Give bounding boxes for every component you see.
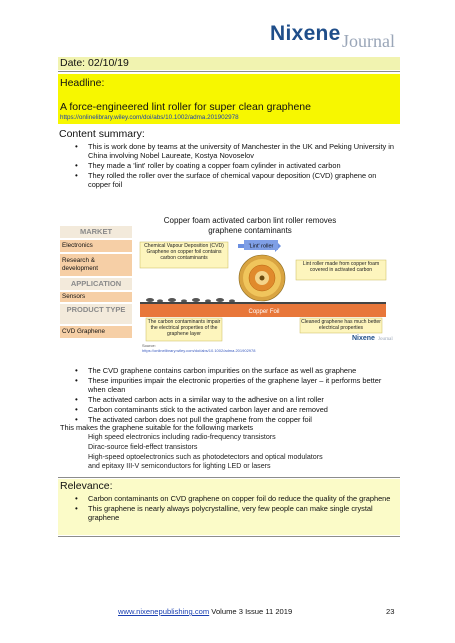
divider bbox=[58, 536, 400, 537]
list-item: • These impurities impair the electronic properties of the graphene layer – it performs better when clean bbox=[60, 376, 400, 394]
figure-logo-light: Journal bbox=[378, 337, 393, 342]
headline-label: Headline: bbox=[60, 77, 105, 89]
market-item: Research & development bbox=[60, 254, 132, 276]
cleaned-callout-text: Cleaned graphene has much better electrical properties bbox=[301, 319, 381, 331]
lint-roller-label: 'Lint' roller bbox=[248, 243, 274, 250]
market-header: MARKET bbox=[60, 226, 132, 238]
summary-list bbox=[60, 142, 400, 190]
roller-axle-icon bbox=[260, 276, 265, 281]
divider bbox=[58, 477, 400, 478]
lint-roller-infographic bbox=[60, 216, 400, 356]
detail-list bbox=[60, 366, 400, 425]
list-item: • Carbon contaminants on CVD graphene on copper foil do reduce the quality of the graphene bbox=[60, 494, 396, 503]
page-number: 23 bbox=[386, 607, 395, 616]
roller-desc-text: Lint roller made from copper foam covered in activated carbon bbox=[302, 261, 380, 273]
copper-foil-label: Copper Foil bbox=[248, 309, 280, 315]
relevance-box bbox=[58, 479, 400, 535]
figure-source-label: Source: bbox=[142, 343, 156, 348]
application-item: Sensors bbox=[60, 292, 132, 302]
logo-name-light: Journal bbox=[342, 31, 395, 51]
market-line: High speed electronics including radio-frequency transistors bbox=[88, 433, 276, 441]
relevance-list bbox=[60, 494, 396, 523]
list-item: • This is work done by teams at the university of Manchester in the UK and Peking University in China involving Nobel Laureate, Kostya Novoselov bbox=[60, 142, 400, 160]
headline-box bbox=[58, 74, 400, 124]
market-line: and epitaxy III-V semiconductors for lighting LED or lasers bbox=[88, 462, 271, 470]
cvd-callout-text: Chemical Vapour Deposition (CVD) Graphene on copper foil contains carbon contaminants bbox=[144, 243, 224, 261]
journal-logo bbox=[270, 22, 410, 54]
market-line: High-speed optoelectronics such as photodetectors and optical modulators bbox=[88, 453, 323, 461]
graphene-layer bbox=[140, 302, 386, 304]
footer bbox=[118, 607, 292, 616]
market-item: Electronics bbox=[60, 240, 132, 252]
summary-label: Content summary: bbox=[59, 128, 145, 140]
relevance-label: Relevance: bbox=[60, 480, 113, 492]
list-item: • The activated carbon does not pull the graphene from the copper foil bbox=[60, 415, 400, 424]
application-header: APPLICATION bbox=[60, 278, 132, 290]
product-item: CVD Graphene bbox=[60, 326, 132, 338]
date-text: Date: 02/10/19 bbox=[60, 57, 129, 69]
headline-link[interactable]: https://onlinelibrary.wiley.com/doi/abs/10.1002/adma.201902978 bbox=[60, 114, 239, 121]
contaminant-particles-icon bbox=[146, 298, 235, 303]
market-line: Dirac-source field-effect transistors bbox=[88, 443, 198, 451]
date-bar bbox=[58, 57, 400, 70]
figure-logo-bold: Nixene bbox=[352, 335, 375, 342]
list-item: • Carbon contaminants stick to the activated carbon layer and are removed bbox=[60, 405, 400, 414]
figure-source-link[interactable]: https://onlinelibrary.wiley.com/doi/abs/10.1002/adma.201902978 bbox=[142, 348, 256, 353]
figure-title: Copper foam activated carbon lint roller removes graphene contaminants bbox=[163, 216, 337, 235]
list-item: • The activated carbon acts in a similar way to the adhesive on a lint roller bbox=[60, 395, 400, 404]
footer-url-link[interactable]: www.nixenepublishing.com bbox=[118, 607, 210, 616]
logo-name-bold: Nixene bbox=[270, 22, 341, 45]
footer-issue: Volume 3 Issue 11 2019 bbox=[209, 607, 293, 616]
list-item: • They made a 'lint' roller by coating a copper foam cylinder in activated carbon bbox=[60, 161, 400, 170]
list-item: • They rolled the roller over the surface of chemical vapour deposition (CVD) graphene on copper foil bbox=[60, 171, 400, 189]
markets-lead: This makes the graphene suitable for the following markets bbox=[60, 423, 254, 432]
headline-title: A force-engineered lint roller for super clean graphene bbox=[60, 101, 311, 113]
roller-diagram bbox=[138, 240, 398, 342]
contaminants-callout-text: The carbon contaminants impair the electrical properties of the graphene layer bbox=[147, 319, 221, 337]
list-item: • The CVD graphene contains carbon impurities on the surface as well as graphene bbox=[60, 366, 400, 375]
product-type-header: PRODUCT TYPE bbox=[60, 304, 132, 324]
list-item: • This graphene is nearly always polycrystalline, very few people can make single crystal graphene bbox=[60, 504, 396, 522]
divider bbox=[58, 71, 400, 72]
